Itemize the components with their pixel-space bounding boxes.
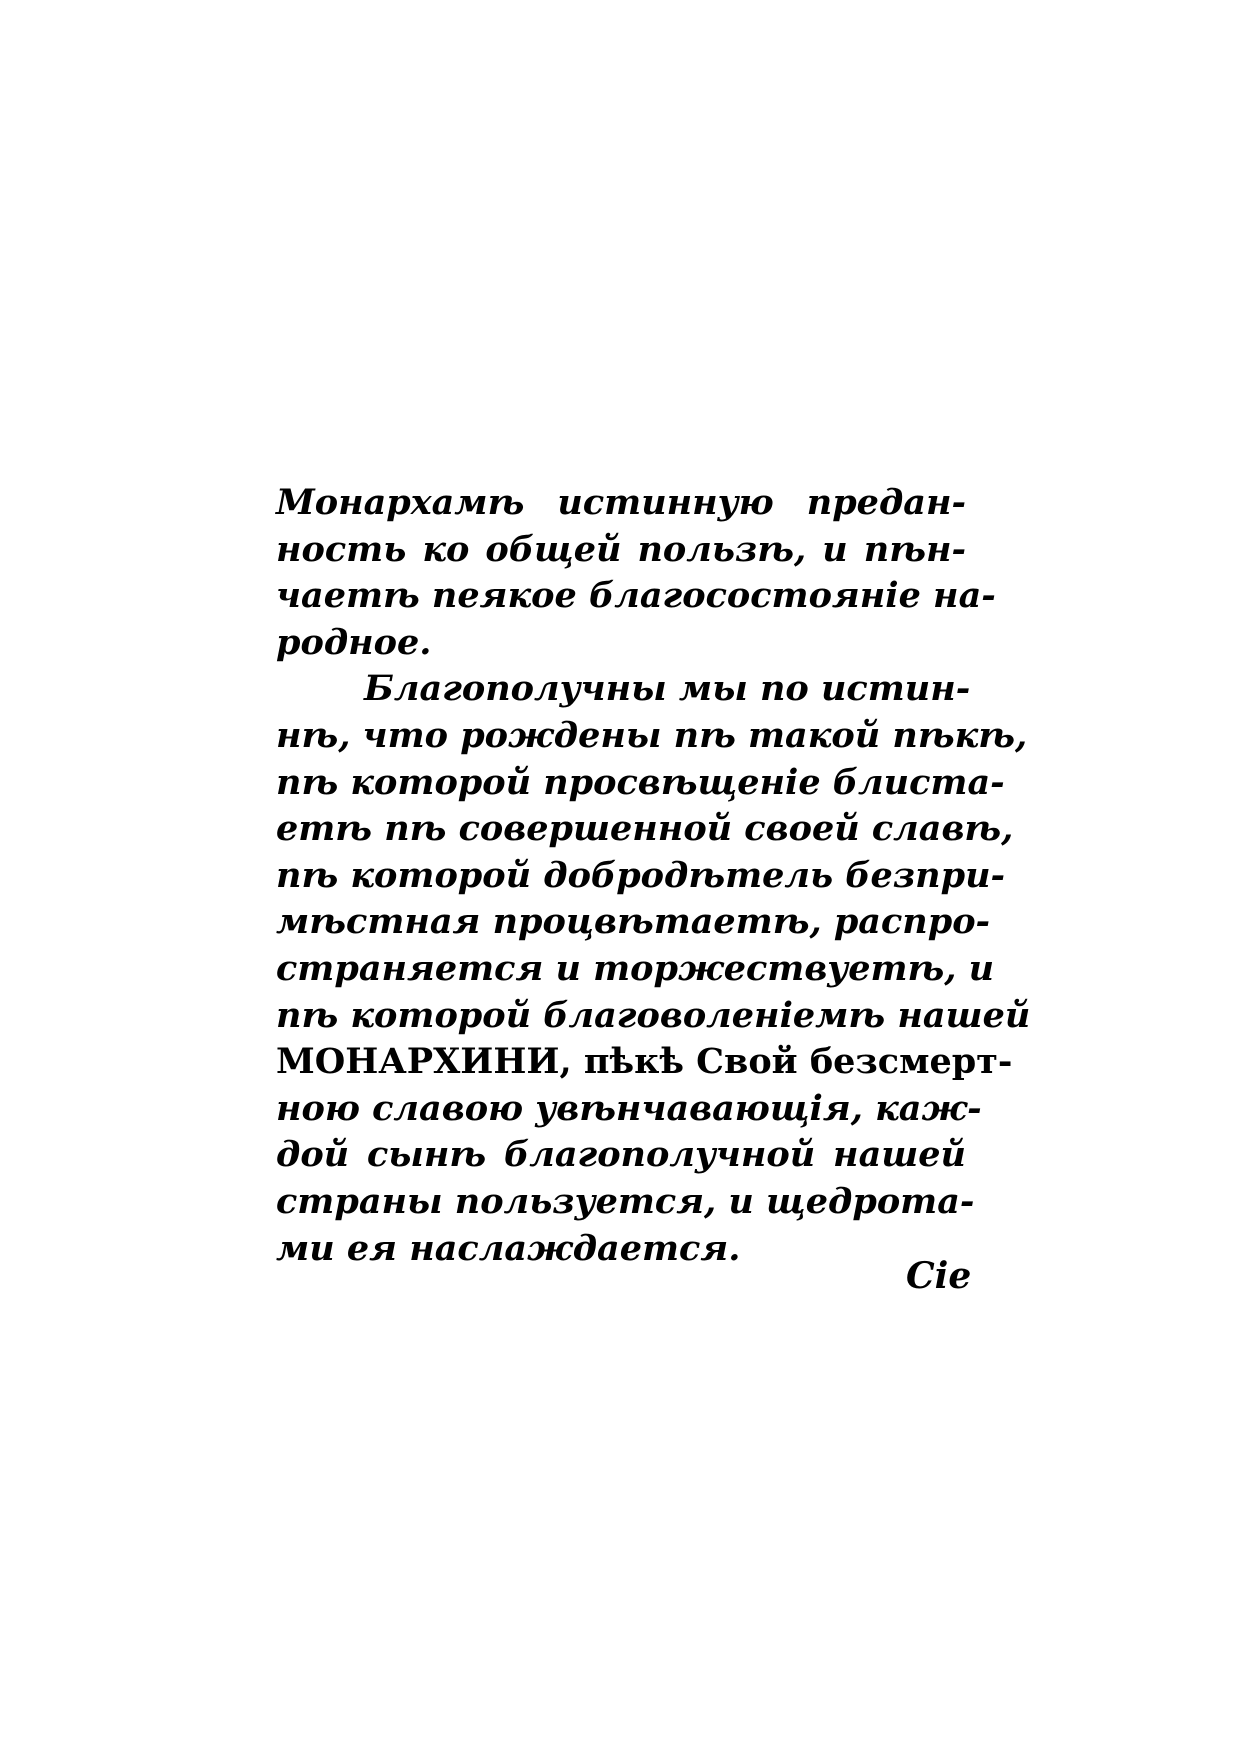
catchword: Сіе [906,1255,972,1297]
text-line: етѣ пѣ совершенной своей славѣ, [276,808,1014,850]
text-line: нѣ, что рождены пѣ такой пѣкѣ, [276,714,1028,756]
text-line: ность ко общей пользѣ, и пѣн- [276,528,966,570]
text-line: пѣ которой благоволеніемѣ нашей [276,994,1031,1036]
text-line: страны пользуется, и щедрота- [276,1180,975,1222]
text-line: пѣ которой просвѣщеніе блиста- [276,761,1005,803]
text-line: ми ея наслаждается. [276,1227,741,1269]
text-line: родное. [276,621,432,663]
body-text [276,480,1031,1272]
text-line: пѣ которой добродѣтель безпри- [276,854,1006,896]
text-line: мѣстная процвѣтаетѣ, распро- [276,901,991,943]
text-line: Монархамѣ истинную предан- [276,482,966,523]
text-line: чаетѣ пеякое благосостояніе на- [276,575,996,617]
text-line: страняется и торжествуетѣ, и [276,947,995,989]
text-line: ною славою увѣнчавающія, каж- [276,1087,982,1129]
text-line: Благополучны мы по истин- [364,668,971,710]
text-line: МОНАРХИНИ, пѣкѣ Свой безсмерт- [276,1041,1013,1083]
text-line: дой сынѣ благополучной нашей [276,1134,966,1176]
